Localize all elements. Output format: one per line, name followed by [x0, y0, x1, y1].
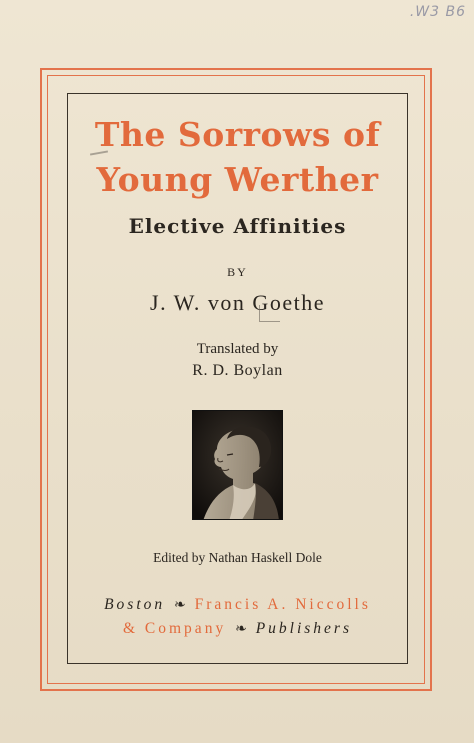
imprint-publishers-label: Publishers	[255, 620, 352, 637]
portrait-image	[192, 410, 283, 520]
author-name: J. W. von Goethe	[150, 290, 325, 315]
imprint-city: Boston	[104, 596, 166, 613]
shelfmark-annotation: .W3 B6	[409, 4, 466, 20]
subtitle: Elective Affinities	[128, 214, 347, 238]
fleuron-icon: ❧	[235, 622, 247, 637]
translated-by-label: Translated by	[196, 341, 279, 357]
goethe-portrait-icon	[193, 411, 283, 520]
by-label: BY	[227, 265, 248, 279]
title-line-1: The Sorrows of	[94, 115, 381, 154]
fleuron-icon: ❧	[174, 598, 186, 613]
imprint-publisher: Francis A. Niccolls	[194, 596, 371, 613]
imprint-company: & Company	[122, 620, 227, 637]
translator-name: R. D. Boylan	[192, 362, 283, 379]
edited-by-line: Edited by Nathan Haskell Dole	[153, 550, 322, 565]
pencil-mark-2	[259, 305, 280, 322]
title-line-2: Young Werther	[96, 160, 379, 199]
imprint-line-2	[67, 620, 408, 638]
imprint-line-1	[67, 596, 408, 614]
